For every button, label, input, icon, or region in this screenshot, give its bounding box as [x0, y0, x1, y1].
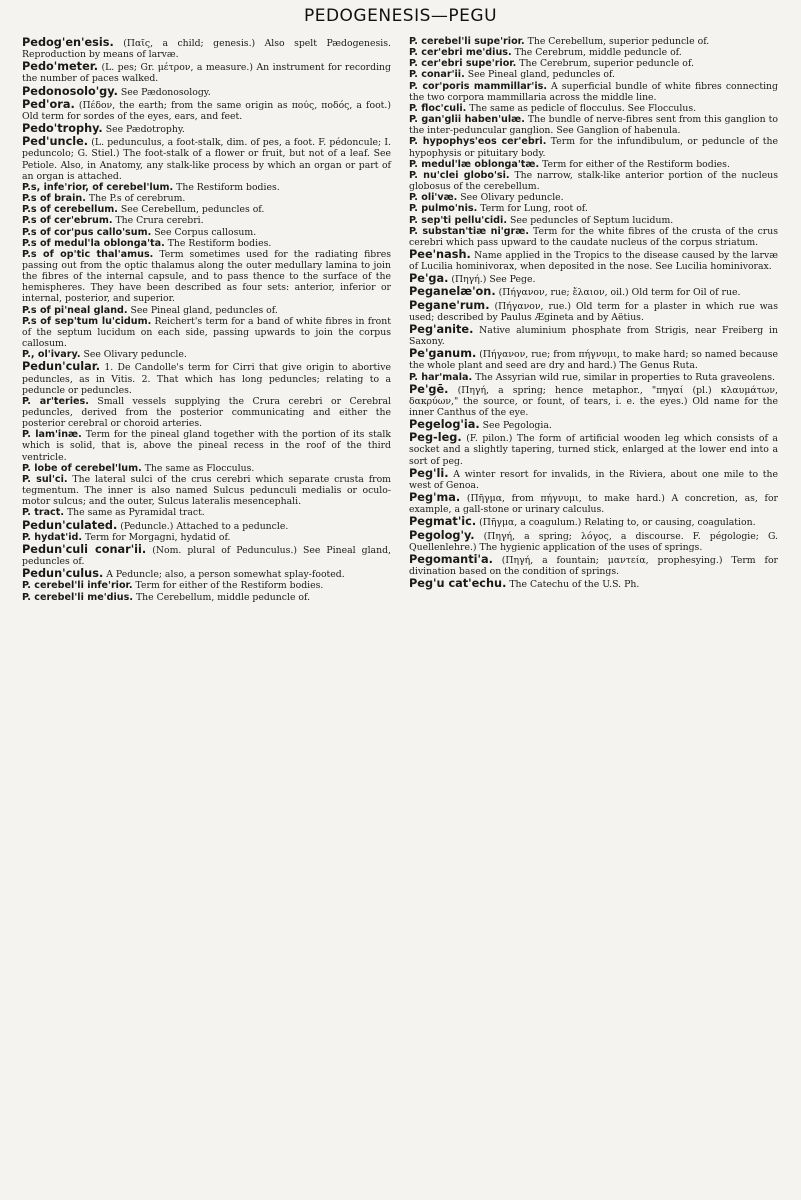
- headword: Ped'ora.: [22, 97, 75, 111]
- definition: A winter resort for invalids, in the Riviera, about one mile to the west of Genoa.: [409, 468, 778, 491]
- entry-main: [409, 516, 778, 528]
- definition: (Πήγανον, rue.) Old term for a plaster in which rue was used; described by Paulus Ægineta and by Aëtius.: [409, 300, 778, 323]
- entry-sub: [409, 69, 778, 80]
- headword: P. sul'ci.: [22, 473, 68, 485]
- entry-sub: [409, 192, 778, 203]
- headword: P.s of sep'tum lu'cidum.: [22, 315, 152, 327]
- entry-main: [22, 86, 391, 98]
- entry-sub: [22, 305, 391, 316]
- entry-sub: [22, 507, 391, 518]
- headword: P. lobe of cerebel'lum.: [22, 462, 142, 474]
- headword: Pegolog'y.: [409, 528, 475, 542]
- headword: P.s of medul'la oblonga'ta.: [22, 237, 165, 249]
- entry-sub: [409, 226, 778, 248]
- entry-sub: [22, 532, 391, 543]
- definition: The narrow, stalk-like anterior portion of the nucleus globosus of the cerebellum.: [409, 169, 778, 193]
- entry-main: [409, 324, 778, 347]
- entry-sub: [22, 463, 391, 474]
- headword: Pedun'culi conar'ii.: [22, 542, 147, 556]
- headword: Pedun'culated.: [22, 518, 118, 532]
- definition: (Nom. plural of Pedunculus.) See Pineal gland, peduncles of.: [22, 544, 391, 568]
- definition: The Cerebellum, superior peduncle of.: [527, 36, 710, 47]
- entry-sub: [22, 580, 391, 591]
- entry-sub: [409, 58, 778, 69]
- definition: The Assyrian wild rue, similar in properties to Ruta graveolens.: [475, 371, 775, 383]
- headword: P.s, infe'rior, of cerebel'lum.: [22, 181, 174, 193]
- definition: (Παῖς, a child; genesis.) Also spelt Pædogenesis. Reproduction by means of larvæ.: [22, 38, 391, 61]
- entry-sub: [22, 193, 391, 204]
- headword: Pe'ga.: [409, 272, 449, 286]
- headword: P. cer'ebri me'dius.: [409, 47, 512, 59]
- entry-main: [22, 544, 391, 567]
- entry-main: [22, 361, 391, 395]
- headword: P. tract.: [22, 507, 64, 519]
- definition: (Πηγή, a spring; λόγος, a discourse. F. pégologie; G. Quellenlehre.) The hygienic application of the uses of springs.: [409, 530, 778, 553]
- left-column: [22, 36, 391, 603]
- headword: Peg'li.: [409, 466, 449, 480]
- definition: (L. pedunculus, a foot-stalk, dim. of pes, a foot. F. pédoncule; I. peduncolo; G. Stiel.) The foot-stalk of a flower or fruit, but not of a leaf. See Petiole. Also, in Anatomy, any stalk-like process by which an organ or part of an organ is attached.: [22, 137, 391, 182]
- definition: See Pineal gland, peduncles of.: [467, 69, 615, 81]
- entry-sub: [409, 203, 778, 214]
- definition: See Pædotrophy.: [105, 124, 185, 136]
- entry-sub: [409, 159, 778, 170]
- headword: P. ar'teries.: [22, 395, 89, 407]
- definition: (Πῆγμα, a coagulum.) Relating to, or causing, coagulation.: [479, 517, 756, 529]
- definition: (Πήγανον, rue; ἔλαιον, oil.) Old term for Oil of rue.: [498, 287, 741, 299]
- definition: A Peduncle; also, a person somewhat splay-footed.: [106, 569, 345, 581]
- definition: See Pegologia.: [482, 420, 552, 432]
- entry-sub: [22, 316, 391, 349]
- headword: P. hydat'id.: [22, 531, 83, 543]
- headword: P. oli'væ.: [409, 192, 458, 204]
- headword: P. gan'glii haben'ulæ.: [409, 114, 525, 126]
- headword: P. cerebel'li infe'rior.: [22, 580, 133, 592]
- entry-sub: [409, 36, 778, 47]
- headword: Ped'uncle.: [22, 135, 89, 149]
- definition: Term for the infundibulum, or peduncle of the hypophysis or pituitary body.: [409, 136, 778, 159]
- headword: Peg'u cat'echu.: [409, 577, 507, 591]
- right-column: [409, 36, 778, 603]
- entry-sub: [22, 238, 391, 249]
- entry-main: [409, 578, 778, 590]
- entry-main: [409, 419, 778, 431]
- definition: (Πέδον, the earth; from the same origin as πούς, ποδός, a foot.) Old term for sordes of the eyes, ears, and feet.: [22, 99, 391, 122]
- headword: P. hypophys'eos cer'ebri.: [409, 136, 547, 148]
- definition: The P.s of cerebrum.: [88, 193, 186, 205]
- entry-main: [409, 286, 778, 298]
- definition: The Cerebrum, superior peduncle of.: [519, 58, 694, 70]
- headword: P.s of op'tic thal'amus.: [22, 248, 154, 260]
- entry-main: [409, 249, 778, 272]
- definition: Term sometimes used for the radiating fibres passing out from the optic thalamus along the outer medullary lamina to join the fibres of the internal capsule, and to pass thence to the surface of the hemispheres. They have been described as four sets: anterior, inferior or internal, posterior, and superior.: [22, 248, 391, 305]
- headword: Pedonosolo'gy.: [22, 84, 118, 98]
- headword: Pee'nash.: [409, 247, 471, 261]
- headword: P. floc'culi.: [409, 102, 467, 114]
- definition: The Cerebrum, middle peduncle of.: [514, 47, 682, 59]
- headword: P. sep'ti pellu'cidi.: [409, 214, 507, 226]
- headword: P.s of cerebellum.: [22, 204, 118, 216]
- definition: The Catechu of the U.S. Ph.: [509, 579, 640, 591]
- definition: (Peduncle.) Attached to a peduncle.: [120, 520, 289, 532]
- definition: The Crura cerebri.: [115, 215, 204, 227]
- entry-main: [409, 273, 778, 285]
- headword: Pe'gē.: [409, 382, 449, 396]
- definition: Name applied in the Tropics to the disease caused by the larvæ of Lucilia hominivorax, when deposited in the nose. See Lucilia hominivorax.: [409, 249, 778, 273]
- headword: Pegomanti'a.: [409, 552, 493, 566]
- entry-main: [409, 492, 778, 515]
- definition: (Πηγή.) See Pege.: [451, 274, 536, 286]
- definition: Small vessels supplying the Crura cerebri or Cerebral peduncles, derived from the posterior communicating and either the posterior cerebral or choroid arteries.: [22, 395, 391, 430]
- headword: P., ol'ivary.: [22, 349, 81, 361]
- entry-main: [22, 61, 391, 84]
- entry-main: [22, 136, 391, 182]
- entry-sub: [22, 474, 391, 507]
- definition: See peduncles of Septum lucidum.: [509, 214, 674, 226]
- definition: (L. pes; Gr. μέτρον, a measure.) An instrument for recording the number of paces walked.: [22, 62, 391, 85]
- entry-main: [409, 468, 778, 491]
- definition: 1. De Candolle's term for Cirri that give origin to abortive peduncles, as in Vitis. 2. That which has long peduncles; relating to a peduncle or peduncles.: [22, 362, 391, 396]
- definition: Term for Lung, root of.: [480, 203, 588, 215]
- headword: Pegmat'ic.: [409, 515, 477, 529]
- entry-main: [22, 123, 391, 135]
- entry-sub: [409, 103, 778, 114]
- definition: The bundle of nerve-fibres sent from this ganglion to the inter-peduncular ganglion. See Ganglion of habenula.: [409, 114, 779, 137]
- headword: Pedo'meter.: [22, 60, 98, 74]
- entry-sub: [22, 215, 391, 226]
- entry-main: [409, 384, 778, 418]
- headword: Peg'anite.: [409, 322, 474, 336]
- headword: Pe'ganum.: [409, 347, 477, 361]
- headword: P. har'mala.: [409, 371, 473, 383]
- entry-main: [22, 99, 391, 122]
- definition: See Pineal gland, peduncles of.: [130, 304, 278, 316]
- headword: Peg'ma.: [409, 491, 461, 505]
- definition: (Πηγή, a spring; hence metaphor., "πηγαί (pl.) κλαυμάτων, δακρύων," the source, or fount, of tears, i. e. the eyes.) Old name for the inner Canthus of the eye.: [409, 384, 778, 418]
- entry-main: [22, 568, 391, 580]
- entry-main: [409, 554, 778, 577]
- headword: P. cer'ebri supe'rior.: [409, 58, 517, 70]
- headword: Pedo'trophy.: [22, 122, 103, 136]
- headword: P. medul'læ oblonga'tæ.: [409, 158, 540, 170]
- definition: See Olivary peduncle.: [460, 192, 564, 204]
- headword: P. substan'tiæ ni'græ.: [409, 225, 529, 237]
- headword: P.s of pi'neal gland.: [22, 304, 128, 316]
- entry-sub: [409, 114, 778, 136]
- running-head: PEDOGENESIS—PEGU: [303, 6, 498, 26]
- columns: [22, 36, 779, 603]
- definition: Term for the pineal gland together with the portion of its stalk which is solid, that is, above the pineal recess in the roof of the third ventricle.: [22, 429, 392, 463]
- definition: (Πηγή, a fountain; μαντεία, prophesying.) Term for divination based on the condition of springs.: [409, 554, 778, 578]
- definition: The Restiform bodies.: [167, 237, 272, 249]
- entry-main: [409, 348, 778, 371]
- entry-sub: [409, 215, 778, 226]
- headword: Pedun'cular.: [22, 360, 101, 374]
- headword: P.s of brain.: [22, 193, 86, 205]
- entry-sub: [22, 249, 391, 305]
- definition: See Corpus callosum.: [154, 226, 257, 238]
- entry-main: [409, 530, 778, 553]
- entry-sub: [22, 349, 391, 360]
- definition: The same as Pyramidal tract.: [66, 507, 205, 519]
- definition: Term for either of the Restiform bodies.: [542, 158, 730, 170]
- definition: Term for either of the Restiform bodies.: [135, 580, 324, 592]
- definition: Term for the white fibres of the crusta of the crus cerebri which pass upward to the caudate nucleus of the corpus striatum.: [409, 225, 778, 248]
- entry-main: [22, 37, 391, 60]
- headword: Pedog'en'esis.: [22, 36, 114, 49]
- headword: P. nu'clei globo'si.: [409, 169, 510, 181]
- headword: P. conar'ii.: [409, 69, 465, 81]
- definition: A superficial bundle of white fibres connecting the two corpora mammillaria across the middle line.: [409, 80, 778, 103]
- entry-main: [409, 300, 778, 323]
- entry-sub: [409, 170, 778, 192]
- entry-sub: [22, 592, 391, 603]
- definition: See Olivary peduncle.: [83, 349, 187, 361]
- definition: See Cerebellum, peduncles of.: [120, 204, 265, 216]
- entry-sub: [409, 81, 778, 103]
- entry-sub: [22, 429, 391, 462]
- entry-sub: [22, 204, 391, 215]
- definition: Reichert's term for a band of white fibres in front of the septum lucidum on each side, passing upwards to join the corpus callosum.: [22, 315, 391, 350]
- headword: P. pulmo'nis.: [409, 203, 478, 215]
- headword: P. lam'inæ.: [22, 429, 82, 441]
- definition: See Pædonosology.: [120, 86, 211, 98]
- definition: (Πήγανον, rue; from πήγνυμι, to make hard; so named because the whole plant and seed are dry and hard.) The Genus Ruta.: [409, 349, 778, 372]
- definition: The same as pedicle of flocculus. See Flocculus.: [469, 102, 697, 114]
- definition: (F. pilon.) The form of artificial wooden leg which consists of a socket and a slightly tapering, turned stick, enlarged at the lower end into a sort of peg.: [409, 433, 778, 467]
- definition: The lateral sulci of the crus cerebri which separate crusta from tegmentum. The inner is also named Sulcus pedunculi medialis or oculo-motor sulcus; and the outer, Sulcus lateralis mesencephali.: [22, 473, 391, 508]
- headword: Pedun'culus.: [22, 567, 104, 581]
- definition: Term for Morgagni, hydatid of.: [84, 531, 231, 543]
- headword: P. cerebel'li supe'rior.: [409, 36, 525, 47]
- entry-sub: [22, 396, 391, 429]
- headword: P.s of cer'ebrum.: [22, 215, 113, 227]
- headword: P. cerebel'li me'dius.: [22, 591, 133, 603]
- headword: Peg-leg.: [409, 431, 462, 445]
- definition: The Restiform bodies.: [176, 181, 280, 193]
- definition: (Πῆγμα, from πήγνυμι, to make hard.) A concretion, as, for example, a gall-stone or urinary calculus.: [409, 493, 778, 516]
- definition: The same as Flocculus.: [144, 462, 255, 474]
- definition: Native aluminium phosphate from Strigis, near Freiberg in Saxony.: [409, 324, 778, 348]
- entry-sub: [409, 136, 778, 158]
- definition: The Cerebellum, middle peduncle of.: [135, 591, 311, 603]
- entry-sub: [22, 182, 391, 193]
- entry-sub: [409, 47, 778, 58]
- headword: Pegane'rum.: [409, 298, 490, 312]
- headword: Pegelog'ia.: [409, 418, 480, 432]
- entry-sub: [409, 372, 778, 383]
- headword: Peganelæ'on.: [409, 285, 496, 299]
- headword: P.s of cor'pus callo'sum.: [22, 226, 152, 238]
- entry-main: [22, 520, 391, 532]
- headword: P. cor'poris mammillar'is.: [409, 80, 547, 92]
- entry-sub: [22, 227, 391, 238]
- entry-main: [409, 432, 778, 466]
